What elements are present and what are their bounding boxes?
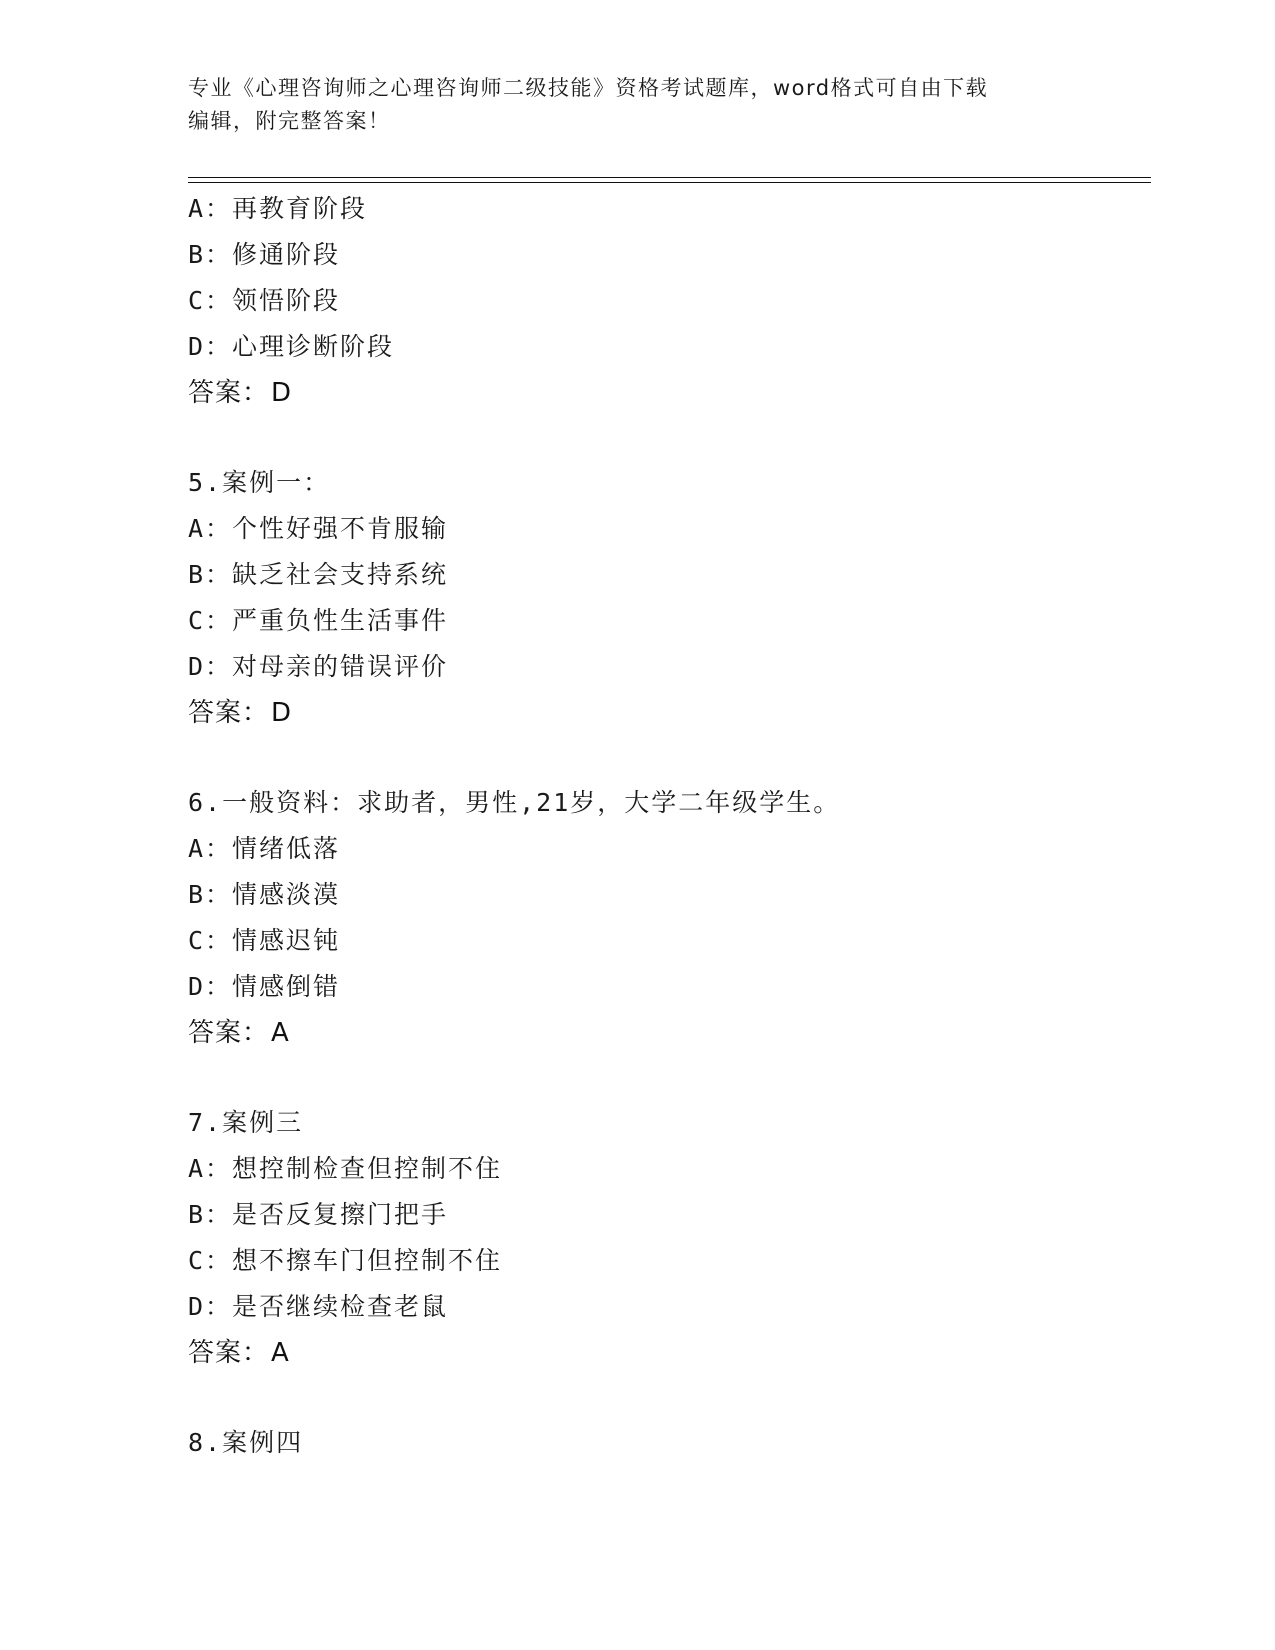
answer-value: D [271,698,293,728]
header-line-2: 编辑，附完整答案！ [188,109,391,133]
option-b: B：缺乏社会支持系统 [188,560,449,589]
question-block [188,460,1148,736]
answer-value: A [271,1018,290,1048]
answer-label: 答案： [188,1338,270,1368]
answer-line [188,690,1148,736]
answer-label: 答案： [188,378,270,408]
answer-line [188,370,1148,416]
question-block [188,1100,1148,1376]
option-a: A：再教育阶段 [188,194,368,223]
question-list [188,186,1148,1466]
option-b: B：修通阶段 [188,240,341,269]
question-block [188,780,1148,1056]
option-c: C：情感迟钝 [188,926,341,955]
option-b: B：是否反复擦门把手 [188,1200,449,1229]
answer-label: 答案： [188,1018,270,1048]
option-a: A：想控制检查但控制不住 [188,1154,503,1183]
answer-value: D [271,378,293,408]
question-text: 7.案例三 [188,1108,304,1137]
answer-line [188,1330,1148,1376]
answer-value: A [271,1338,290,1368]
trailing-question-text: 8.案例四 [188,1428,304,1457]
answer-line [188,1010,1148,1056]
document-header [188,72,1088,138]
question-text: 5.案例一： [188,468,331,497]
header-line-1: 专业《心理咨询师之心理咨询师二级技能》资格考试题库，word格式可自由下载 [188,76,989,100]
question-block [188,186,1148,416]
question-text: 6.一般资料：求助者，男性,21岁，大学二年级学生。 [188,788,841,817]
option-a: A：情绪低落 [188,834,341,863]
option-c: C：想不擦车门但控制不住 [188,1246,503,1275]
header-divider-top [188,177,1151,178]
option-b: B：情感淡漠 [188,880,341,909]
option-d: D：情感倒错 [188,972,341,1001]
option-c: C：严重负性生活事件 [188,606,449,635]
header-divider-bottom [188,182,1151,183]
option-a: A：个性好强不肯服输 [188,514,449,543]
answer-label: 答案： [188,698,270,728]
option-c: C：领悟阶段 [188,286,341,315]
option-d: D：是否继续检查老鼠 [188,1292,449,1321]
option-d: D：心理诊断阶段 [188,332,395,361]
option-d: D：对母亲的错误评价 [188,652,449,681]
